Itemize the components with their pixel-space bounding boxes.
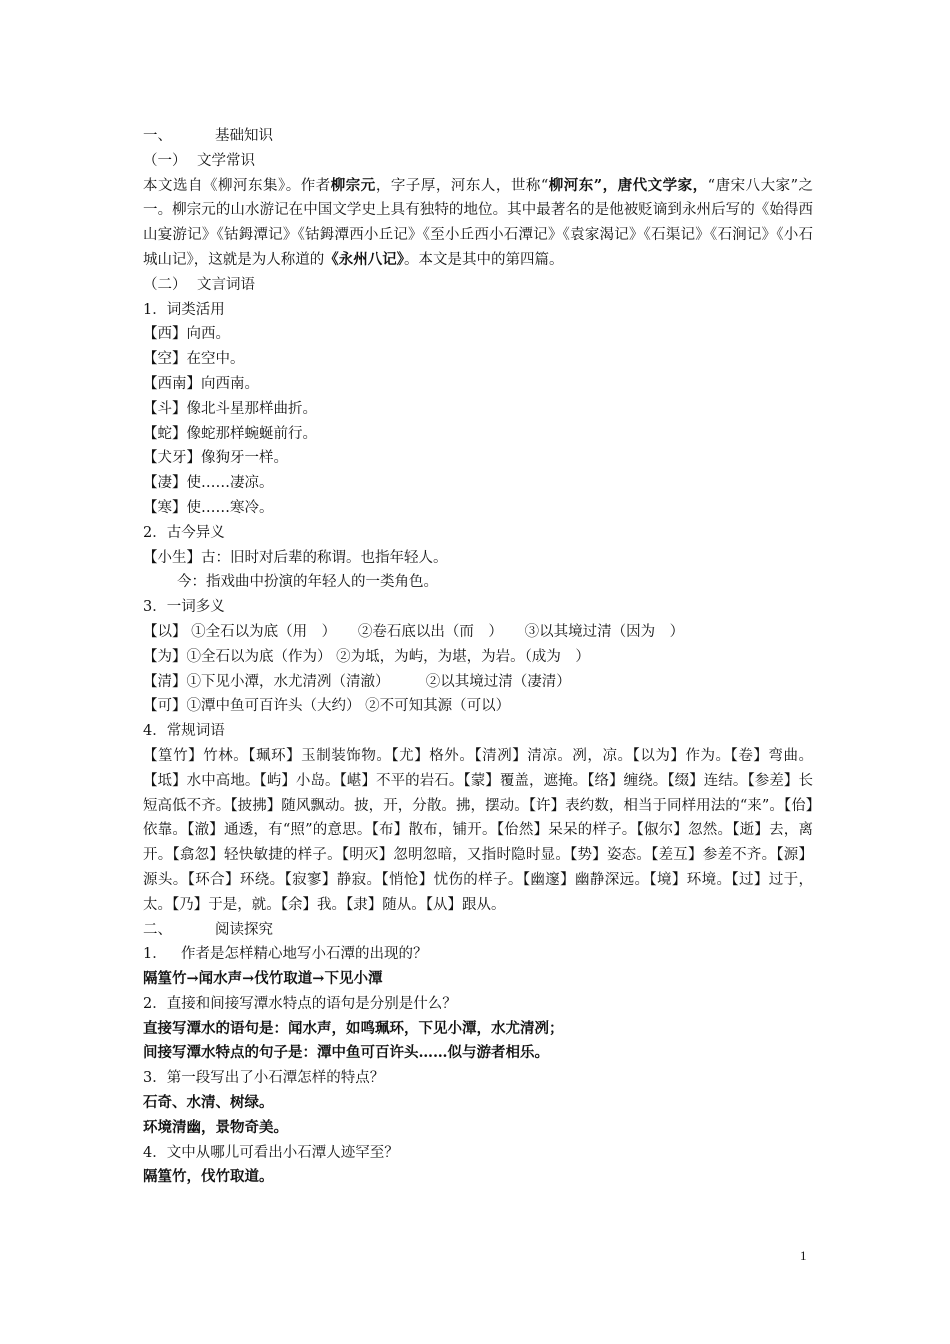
list-item: 【凄】使……凄凉。 (143, 475, 274, 492)
word-class-list (143, 322, 813, 520)
question-3: 3．第一段写出了小石潭怎样的特点？ (143, 1070, 385, 1087)
list-item: 【犬牙】像狗牙一样。 (143, 450, 288, 467)
common-words-paragraph: 【篁竹】竹林。【珮环】玉制装饰物。【尤】格外。【清冽】清凉。冽，凉。【以为】作为。【卷】弯曲。【坻】水中高地。【屿】小岛。【嵁】不平的岩石。【蒙】覆盖，遮掩。【络】缠绕。【缀】连结。【参差】长短高低不齐。【披拂】随风飘动。披，开，分散。拂，摆动。【许】表约数，相当于同样用法的“来”。【佁】依靠。【澈】通透，有“照”的意思。【布】散布，铺开。【佁然】呆呆的样子。【俶尔】忽然。【逝】去，离开。【翕忽】轻快敏捷的样子。【明灭】忽明忽暗，又指时隐时显。【势】姿态。【差互】参差不齐。【源】源头。【环合】环绕。【寂寥】静寂。【悄怆】忧伤的样子。【幽邃】幽静深远。【境】环境。【过】过于，太。【乃】于是，就。【余】我。【隶】随从。【从】跟从。 (143, 747, 813, 913)
subsection-title: 文言词语 (197, 276, 255, 293)
intro-paragraph: 本文选自《柳河东集》。作者柳宗元，字子厚，河东人，世称“柳河东”，唐代文学家，“唐宋八大家”之一。柳宗元的山水游记在中国文学史上具有独特的地位。其中最著名的是他被贬谪到永州后写的《始得西山宴游记》《钴鉧潭记》《钴鉧潭西小丘记》《至小丘西小石潭记》《袁家渴记》《石渠记》《石涧记》《小石城山记》，这就是为人称道的《永州八记》。本文是其中的第四篇。 (143, 176, 814, 268)
subsection-number: （二） (143, 276, 187, 293)
section-title: 阅读探究 (215, 921, 273, 938)
list-item: 【斗】像北斗星那样曲折。 (143, 400, 317, 417)
list-item: 【空】在空中。 (143, 351, 245, 368)
subsection-title: 文学常识 (197, 152, 255, 169)
list-item: 【西】向西。 (143, 326, 230, 343)
heading-ancient-modern: 2．古今异义 (143, 524, 225, 541)
list-item: 【为】①全石以为底（作为） ②为坻，为屿，为堪，为岩。（成为 ） (143, 648, 590, 665)
list-item: 【蛇】像蛇那样蜿蜒前行。 (143, 425, 317, 442)
document-body (143, 124, 813, 1190)
list-item: 【清】①下见小潭，水尤清冽（清澈） ②以其境过清（凄清） (143, 673, 571, 690)
heading-common-words: 4．常规词语 (143, 723, 225, 740)
answer-4: 隔篁竹，伐竹取道。 (143, 1168, 274, 1186)
subsection-heading-literature (143, 149, 813, 174)
answer-2a: 直接写潭水的语句是：闻水声，如鸣珮环，下见小潭，水尤清冽； (143, 1019, 564, 1037)
list-item: 今：指戏曲中扮演的年轻人的一类角色。 (177, 574, 438, 591)
section-heading-basics (143, 124, 813, 149)
list-item: 【寒】使……寒冷。 (143, 499, 274, 516)
section-number: 二、 (143, 921, 172, 938)
answer-1: 隔篁竹→闻水声→伐竹取道→下见小潭 (143, 970, 383, 988)
subsection-heading-vocab (143, 273, 813, 298)
list-item: 【西南】向西南。 (143, 375, 259, 392)
page-number: 1 (800, 1248, 807, 1263)
list-item: 【以】 ①全石以为底（用 ） ②卷石底以出（而 ） ③以其境过清（因为 ） (143, 623, 685, 640)
answer-3a: 石奇、水清、树绿。 (143, 1094, 274, 1112)
answer-3b: 环境清幽，景物奇美。 (143, 1118, 288, 1136)
question-1: 1． 作者是怎样精心地写小石潭的出现的？ (143, 946, 428, 963)
section-number: 一、 (143, 128, 172, 144)
list-item: 【可】①潭中鱼可百许头（大约） ②不可知其源（可以） (143, 698, 511, 715)
section-heading-reading (143, 918, 813, 943)
question-4: 4．文中从哪儿可看出小石潭人迹罕至？ (143, 1144, 399, 1161)
list-item: 【小生】古：旧时对后辈的称谓。也指年轻人。 (143, 549, 448, 566)
heading-polysemy: 3．一词多义 (143, 599, 225, 616)
subsection-number: （一） (143, 152, 187, 169)
answer-2b: 间接写潭水特点的句子是：潭中鱼可百许头……似与游者相乐。 (143, 1044, 549, 1062)
section-title: 基础知识 (215, 128, 273, 144)
heading-word-class: 1．词类活用 (143, 301, 225, 318)
question-2: 2．直接和间接写潭水特点的语句是分别是什么？ (143, 995, 457, 1012)
